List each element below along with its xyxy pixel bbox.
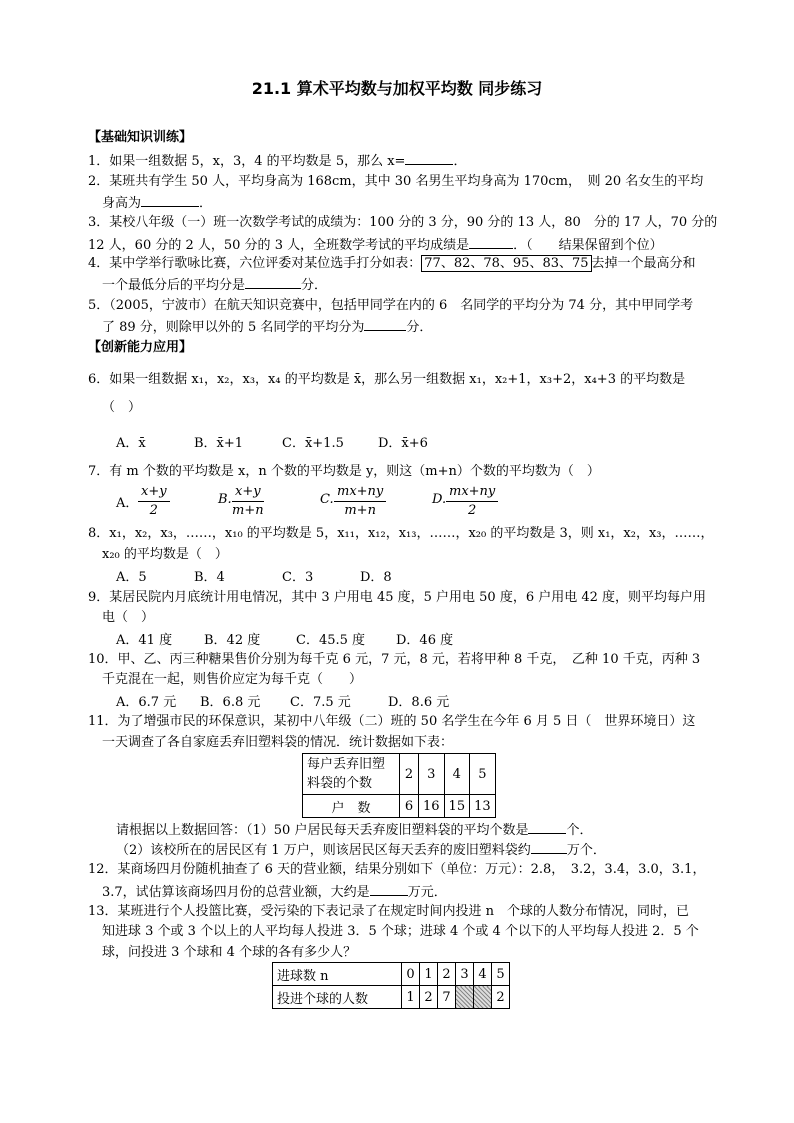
question-12-line-1: 12．某商场四月份随机抽查了 6 天的营业额，结果分别如下（单位：万元）：2.8， 3.2，3.4，3.0，3.1， [88, 862, 706, 877]
question-11-part-2: （2）该校所在的居民区有 1 万户，则该居民区每天丢弃的废旧塑料袋约 万个． [116, 839, 606, 861]
q10-option-a[interactable]: A．6.7 元 [116, 695, 177, 710]
question-9-line-2: 电（ ） [102, 610, 155, 625]
q8-option-a[interactable]: A．5 [116, 570, 147, 585]
table-cell: 5 [470, 754, 496, 795]
q9-option-a[interactable]: A．41 度 [116, 633, 173, 648]
q7-option-b-label[interactable]: B. [218, 492, 232, 507]
question-6-line-1: 6．如果一组数据 x₁，x₂，x₃，x₄ 的平均数是 x̄，那么另一组数据 x₁，x₂+1，x₃+2，x₄+3 的平均数是 [88, 372, 686, 387]
table-cell: 2 [420, 986, 438, 1009]
question-3-line-2: 12 人，60 分的 2 人，50 分的 3 人，全班数学考试的平均成绩是 ．（ 结果保留到个位） [88, 234, 663, 256]
q10-option-d[interactable]: D．8.6 元 [388, 695, 450, 710]
table-row [273, 963, 510, 986]
q8-option-c[interactable]: C．3 [282, 570, 314, 585]
table-row [303, 754, 496, 795]
q7-option-a-fraction: $\frac{x+y}{2}$ [138, 483, 170, 520]
answer-blank[interactable] [405, 150, 453, 165]
answer-blank[interactable] [364, 316, 406, 331]
answer-blank[interactable] [370, 881, 408, 896]
section-basic: 【基础知识训练】 [88, 130, 193, 145]
q6-option-b[interactable]: B．x̄+1 [194, 436, 244, 451]
q6-option-d[interactable]: D．x̄+6 [378, 436, 428, 451]
table-cell: 15 [444, 795, 470, 818]
question-8-line-1: 8．x₁，x₂，x₃，……，x₁₀ 的平均数是 5，x₁₁，x₁₂，x₁₃，……，x₂₀ 的平均数是 3，则 x₁，x₂，x₃，……， [88, 526, 714, 541]
q7-option-a-label[interactable]: A． [116, 496, 139, 511]
table-cell: 4 [474, 963, 492, 986]
answer-blank[interactable] [528, 819, 566, 834]
table-cell: 7 [438, 986, 456, 1009]
question-13-line-2: 知进球 3 个或 3 个以上的人平均每人投进 3．5 个球；进球 4 个或 4 个以下的人平均每人投进 2．5 个 [102, 924, 699, 939]
table-cell: 3 [456, 963, 474, 986]
question-8-line-2: x₂₀ 的平均数是（ ） [102, 547, 228, 562]
question-11-line-2: 一天调查了各自家庭丢弃旧塑料袋的情况．统计数据如下表： [102, 735, 454, 750]
q6-option-c[interactable]: C．x̄+1.5 [282, 436, 344, 451]
q10-option-c[interactable]: C．7.5 元 [290, 695, 351, 710]
question-9-line-1: 9．某居民院内月底统计用电情况，其中 3 户用电 45 度，5 户用电 50 度，6 户用电 42 度，则平均每户用 [88, 590, 707, 605]
table-header-cell: 投进个球的人数 [273, 986, 402, 1009]
question-10-line-1: 10．甲、乙、丙三种糖果售价分别为每千克 6 元，7 元，8 元，若将甲种 8 千克， 乙种 10 千克，丙种 3 [88, 652, 701, 667]
table-cell: 1 [420, 963, 438, 986]
table-cell: 3 [419, 754, 445, 795]
question-7: 7．有 m 个数的平均数是 x，n 个数的平均数是 y，则这（m+n）个数的平均数为（ ） [88, 464, 600, 479]
table-cell: 4 [444, 754, 470, 795]
question-11-line-1: 11．为了增强市民的环保意识，某初中八年级（二）班的 50 名学生在今年 6 月 5 日（ 世界环境日）这 [88, 714, 696, 729]
shooting-table [272, 962, 510, 1009]
q9-option-c[interactable]: C．45.5 度 [296, 633, 366, 648]
table-cell: 1 [402, 986, 420, 1009]
question-12-line-2: 3.7，试估算该商场四月份的总营业额，大约是 万元． [102, 881, 447, 903]
question-4-line-1: 4．某中学举行歌咏比赛，六位评委对某位选手打分如表： 77、82、78、95、83、75 去掉一个最高分和 [88, 256, 696, 271]
table-cell: 6 [400, 795, 419, 818]
table-cell: 13 [470, 795, 496, 818]
table-header-cell: 进球数 n [273, 963, 402, 986]
question-3-line-1: 3．某校八年级（一）班一次数学考试的成绩为：100 分的 3 分，90 分的 13 人，80 分的 17 人，70 分的 [88, 215, 718, 230]
q7-option-b-fraction: $\frac{x+y}{m+n}$ [232, 484, 264, 518]
answer-blank[interactable] [245, 274, 301, 289]
page-title: 21.1 算术平均数与加权平均数 同步练习 [251, 79, 543, 98]
table-row [303, 795, 496, 818]
scores-box: 77、82、78、95、83、75 [421, 255, 591, 272]
smudged-cell [474, 986, 492, 1009]
question-2-line-1: 2．某班共有学生 50 人，平均身高为 168cm，其中 30 名男生平均身高为 170cm， 则 20 名女生的平均 [88, 174, 704, 189]
table-row [273, 986, 510, 1009]
q8-option-d[interactable]: D．8 [360, 570, 392, 585]
question-2-line-2: 身高为 ． [102, 192, 212, 214]
table-cell: 2 [438, 963, 456, 986]
answer-blank[interactable] [469, 234, 513, 249]
table-header-cell: 每户丢弃旧塑料袋的个数 [303, 754, 400, 795]
question-5-line-2: 了 89 分，则除甲以外的 5 名同学的平均分为 分． [102, 316, 432, 338]
question-4-line-2: 一个最低分后的平均分是 分． [102, 274, 327, 296]
q6-option-a[interactable]: A．x̄ [116, 436, 146, 451]
question-6-line-2: （ ） [102, 400, 142, 415]
question-1: 1．如果一组数据 5，x，3，4 的平均数是 5，那么 x= ． [88, 150, 466, 172]
q10-option-b[interactable]: B．6.8 元 [200, 695, 261, 710]
table-cell: 5 [492, 963, 510, 986]
q7-option-d-fraction: $\frac{mx+ny}{2}$ [446, 483, 498, 520]
question-13-line-3: 球，问投进 3 个球和 4 个球的各有多少人？ [102, 945, 357, 960]
table-cell: 2 [400, 754, 419, 795]
question-13-line-1: 13．某班进行个人投篮比赛，受污染的下表记录了在规定时间内投进 n 个球的人数分布情况，同时，已 [88, 904, 690, 919]
q9-option-d[interactable]: D．46 度 [396, 633, 454, 648]
q7-option-c-fraction: $\frac{mx+ny}{m+n}$ [334, 483, 386, 520]
plastic-bag-table [302, 753, 496, 818]
q7-option-d-label[interactable]: D. [432, 492, 447, 507]
smudged-cell [456, 986, 474, 1009]
question-11-part-1: 请根据以上数据回答：（1）50 户居民每天丢弃废旧塑料袋的平均个数是 个． [116, 819, 592, 841]
q8-option-b[interactable]: B．4 [194, 570, 225, 585]
answer-blank[interactable] [531, 839, 567, 854]
table-cell: 2 [492, 986, 510, 1009]
question-5-line-1: 5．（2005，宁波市）在航天知识竞赛中，包括甲同学在内的 6 名同学的平均分为 74 分，其中甲同学考 [88, 298, 694, 313]
question-10-line-2: 千克混在一起，则售价应定为每千克（ ） [102, 672, 363, 687]
answer-blank[interactable] [141, 192, 199, 207]
table-cell: 0 [402, 963, 420, 986]
table-header-cell: 户 数 [303, 795, 400, 818]
q9-option-b[interactable]: B．42 度 [204, 633, 261, 648]
q7-option-c-label[interactable]: C. [320, 492, 334, 507]
table-cell: 16 [419, 795, 445, 818]
section-applied: 【创新能力应用】 [88, 340, 193, 355]
